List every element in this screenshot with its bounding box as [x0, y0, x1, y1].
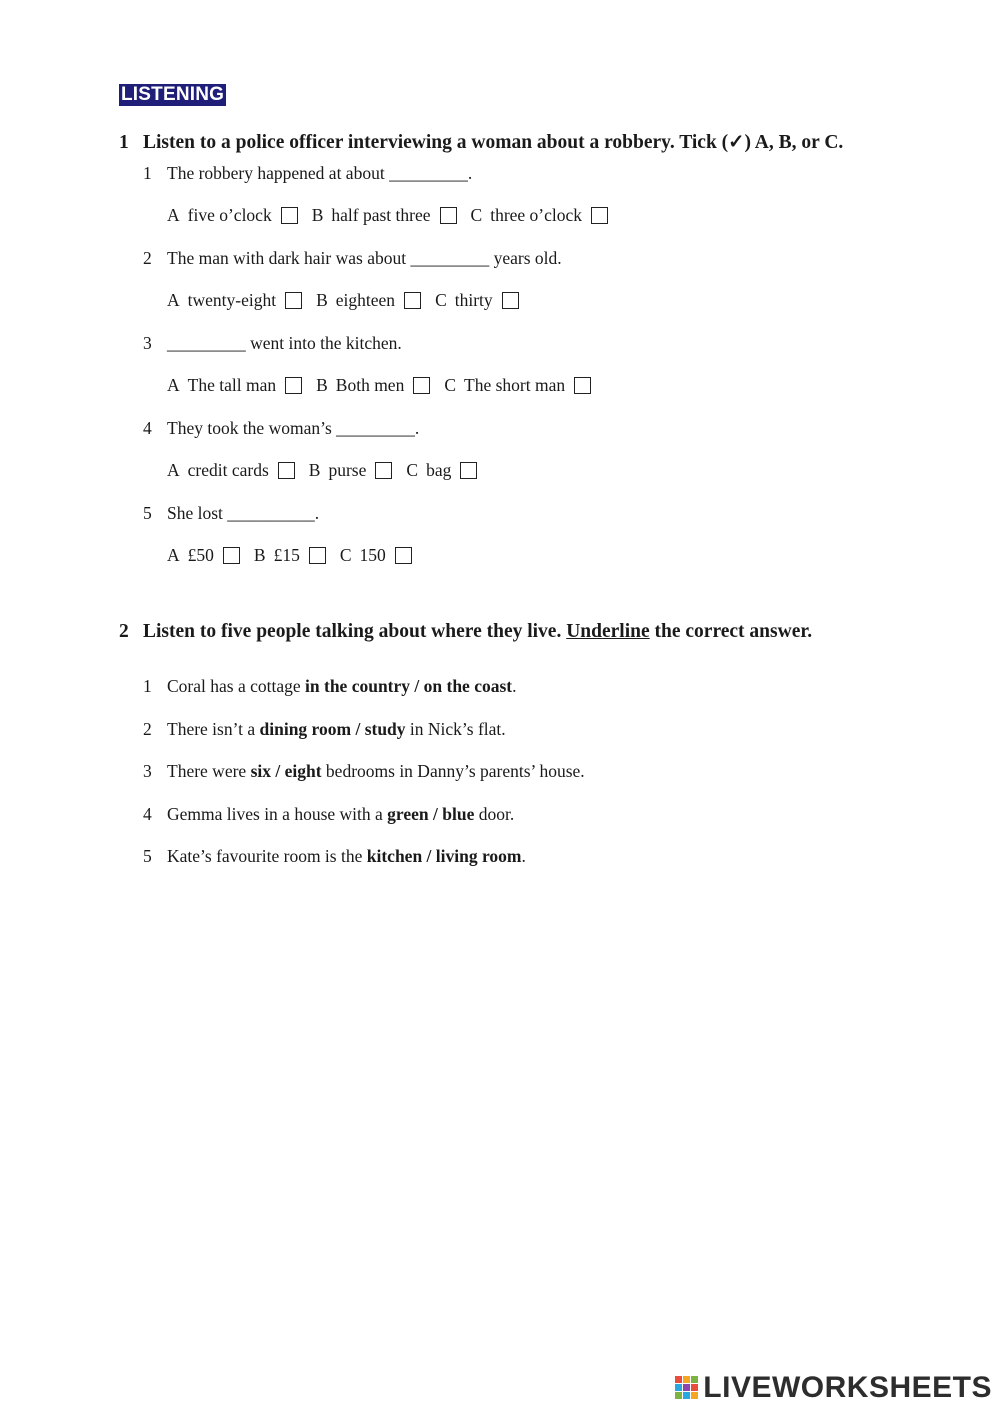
option-a: A credit cards [167, 460, 295, 481]
tick-checkbox[interactable] [574, 377, 591, 394]
liveworksheets-brand[interactable] [675, 1371, 992, 1405]
question-number: 3 [143, 333, 152, 353]
sentence-item: 5 Kate’s favourite room is the kitchen / living room. [143, 846, 526, 866]
options-row [167, 460, 491, 481]
question-number: 2 [143, 248, 152, 268]
exercise-2-title [119, 621, 812, 643]
liveworksheets-logo-icon [675, 1376, 699, 1400]
item-number: 5 [143, 846, 152, 866]
option-c: C The short man [444, 375, 591, 396]
option-b: B purse [309, 460, 393, 481]
options-row [167, 290, 533, 311]
tick-checkbox[interactable] [395, 547, 412, 564]
tick-checkbox[interactable] [440, 207, 457, 224]
item-number: 3 [143, 761, 152, 781]
sentence-item: 1 Coral has a cottage in the country / on the coast. [143, 676, 517, 696]
option-c: C 150 [340, 545, 412, 566]
options-row [167, 545, 426, 566]
answer-choices[interactable]: kitchen / living room [366, 846, 522, 866]
option-c: C thirty [435, 290, 519, 311]
question-text: The man with dark hair was about _________ years old. [167, 248, 562, 268]
question [143, 248, 562, 269]
answer-choices[interactable]: in the country / on the coast [305, 676, 513, 696]
question-number: 4 [143, 418, 152, 438]
sentence-item: 4 Gemma lives in a house with a green / blue door. [143, 804, 515, 824]
option-c: C bag [406, 460, 477, 481]
question-number: 1 [143, 163, 152, 183]
tick-checkbox[interactable] [460, 462, 477, 479]
tick-checkbox[interactable] [309, 547, 326, 564]
options-row [167, 375, 605, 396]
option-b: B Both men [316, 375, 430, 396]
exercise-1-instruction: Listen to a police officer interviewing a woman about a robbery. Tick (✓) A, B, or C. [143, 132, 844, 153]
option-b: B eighteen [316, 290, 421, 311]
option-a: A five o’clock [167, 205, 298, 226]
option-b: B half past three [312, 205, 457, 226]
exercise-1-title [119, 130, 843, 154]
tick-checkbox[interactable] [413, 377, 430, 394]
answer-choices[interactable]: green / blue [387, 804, 475, 824]
sentence-item: 3 There were six / eight bedrooms in Danny’s parents’ house. [143, 761, 585, 781]
sentence-item: 2 There isn’t a dining room / study in Nick’s flat. [143, 719, 506, 739]
item-number: 4 [143, 804, 152, 824]
tick-checkbox[interactable] [285, 377, 302, 394]
option-a: A £50 [167, 545, 240, 566]
tick-checkbox[interactable] [404, 292, 421, 309]
tick-checkbox[interactable] [375, 462, 392, 479]
item-number: 2 [143, 719, 152, 739]
question [143, 418, 419, 439]
tick-checkbox[interactable] [285, 292, 302, 309]
tick-checkbox[interactable] [223, 547, 240, 564]
question-text: The robbery happened at about _________. [167, 163, 473, 183]
brand-name: LIVEWORKSHEETS [703, 1371, 992, 1404]
tick-checkbox[interactable] [278, 462, 295, 479]
tick-icon: ✓ [728, 132, 745, 153]
option-a: A The tall man [167, 375, 302, 396]
item-number: 1 [143, 676, 152, 696]
question [143, 333, 402, 354]
exercise-2-instruction: Listen to five people talking about where they live. Underline the correct answer. [143, 621, 813, 642]
exercise-number: 1 [119, 132, 129, 153]
question-number: 5 [143, 503, 152, 523]
tick-checkbox[interactable] [281, 207, 298, 224]
option-b: B £15 [254, 545, 326, 566]
answer-choices[interactable]: dining room / study [259, 719, 406, 739]
answer-choices[interactable]: six / eight [250, 761, 322, 781]
question [143, 503, 319, 524]
question [143, 163, 472, 184]
tick-checkbox[interactable] [502, 292, 519, 309]
question-text: She lost __________. [167, 503, 320, 523]
option-a: A twenty-eight [167, 290, 302, 311]
question-text: They took the woman’s _________. [167, 418, 420, 438]
section-label: LISTENING [121, 84, 225, 105]
tick-checkbox[interactable] [591, 207, 608, 224]
question-text: _________ went into the kitchen. [167, 333, 402, 353]
options-row [167, 205, 622, 226]
exercise-number: 2 [119, 621, 129, 642]
option-c: C three o’clock [471, 205, 609, 226]
